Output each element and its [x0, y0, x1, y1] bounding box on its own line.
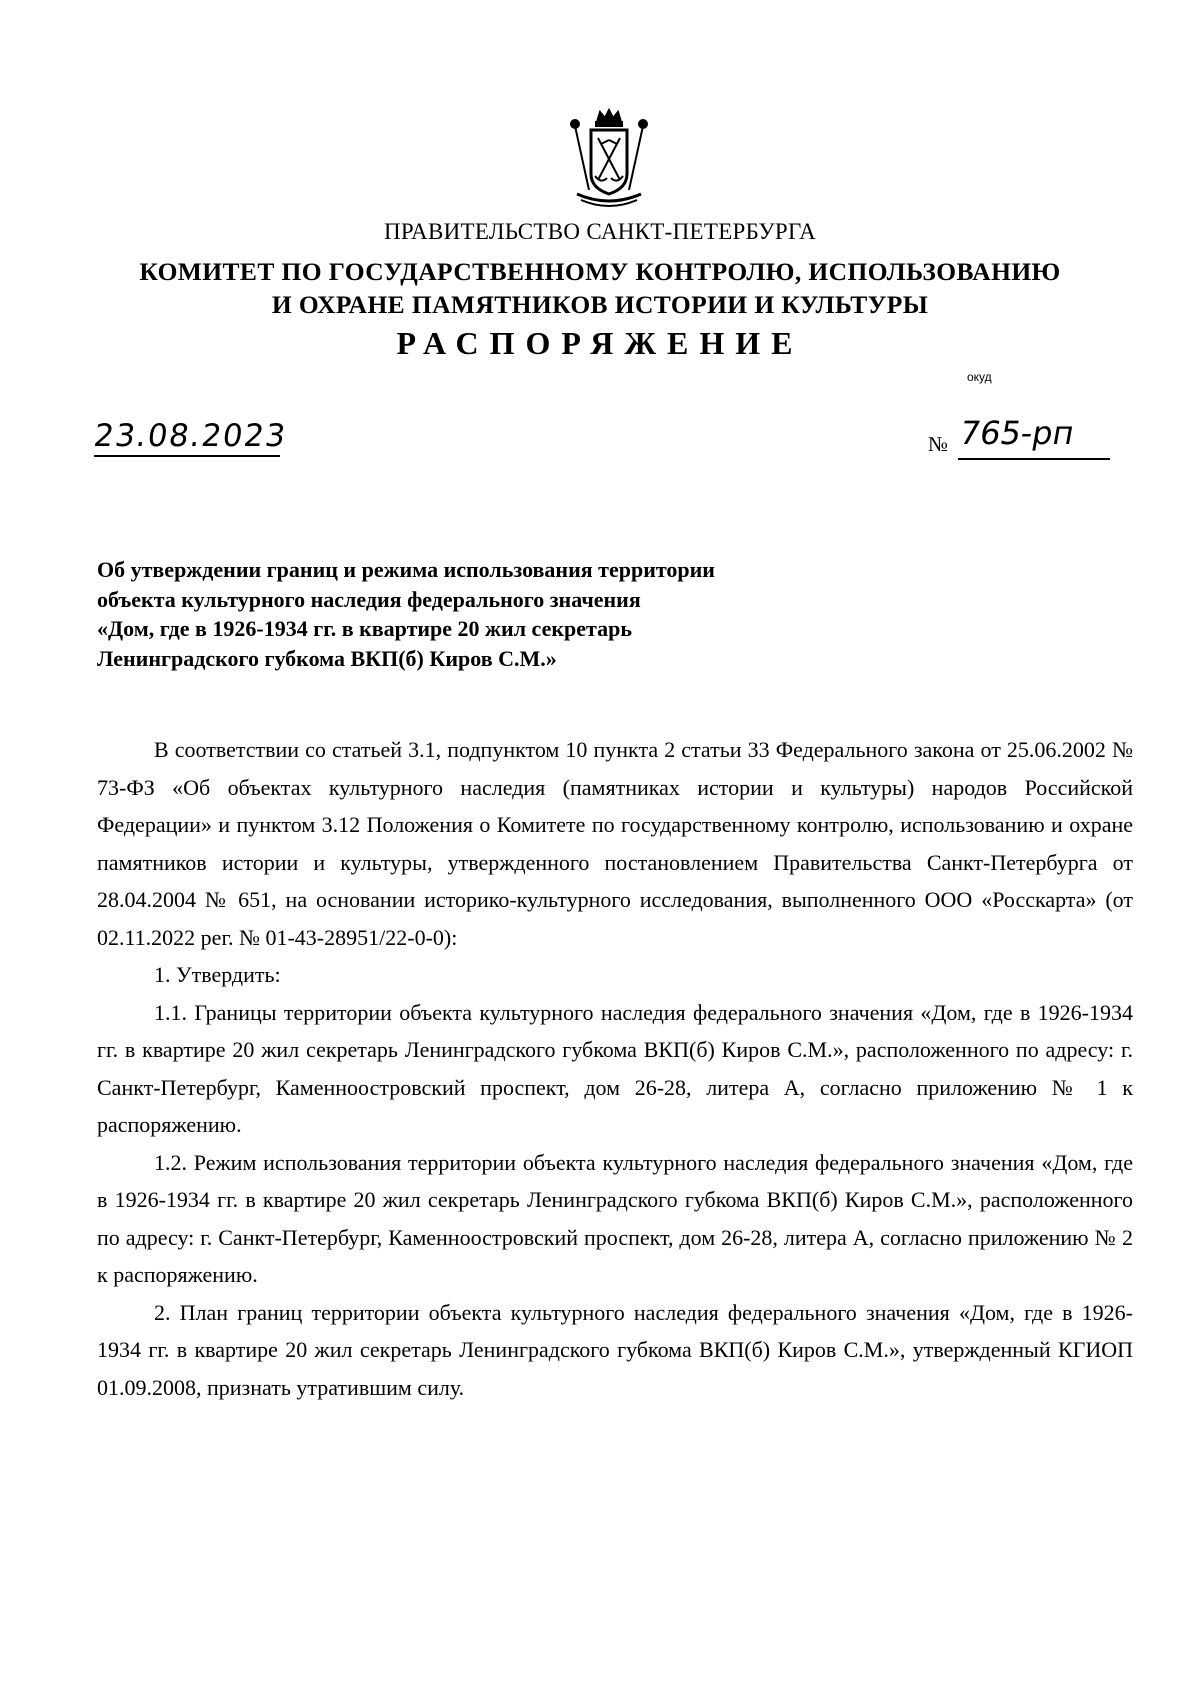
- number-underline: [958, 458, 1110, 460]
- coat-of-arms-icon: [567, 108, 651, 208]
- document-date: 23.08.2023: [91, 418, 290, 454]
- preamble-paragraph: В соответствии со статьей 3.1, подпунктом 10 пункта 2 статьи 33 Федерального закона от 25.06.2002 № 73-ФЗ «Об объектах культурного наследия (памятниках истории и культуры) народов Российской Федерации» и пунктом 3.12 Положения о Комитете по государственному контролю, использованию и охране памятников истории и культуры, утвержденного постановлением Правительства Санкт-Петербурга от 28.04.2004 № 651, на основании историко-культурного исследования, выполненного ООО «Росскарта» (от 02.11.2022 рег. № 01-43-28951/22-0-0):: [97, 737, 1133, 950]
- document-subject: [97, 555, 837, 673]
- item-1-2: 1.2. Режим использования территории объекта культурного наследия федерального значения «Дом, где в 1926-1934 гг. в квартире 20 жил секретарь Ленинградского губкома ВКП(б) Киров С.М.», расположенного по адресу: г. Санкт-Петербург, Каменноостровский проспект, дом 26-28, литера А, согласно приложению № 2 к распоряжению.: [97, 1149, 1133, 1287]
- government-title: ПРАВИТЕЛЬСТВО САНКТ-ПЕТЕРБУРГА: [383, 219, 817, 244]
- subject-line: «Дом, где в 1926-1934 гг. в квартире 20 жил секретарь: [97, 616, 632, 641]
- committee-title-line1: КОМИТЕТ ПО ГОСУДАРСТВЕННОМУ КОНТРОЛЮ, ИСПОЛЬЗОВАНИЮ: [139, 257, 1061, 286]
- subject-line: Об утверждении границ и режима использования территории: [97, 557, 715, 582]
- item-2: 2. План границ территории объекта культурного наследия федерального значения «Дом, где в 1926-1934 гг. в квартире 20 жил секретарь Ленинградского губкома ВКП(б) Киров С.М.», утвержденный КГИОП 01.09.2008, признать утратившим силу.: [97, 1299, 1133, 1400]
- document-number: 765-рп: [956, 414, 1078, 452]
- committee-title-line2: И ОХРАНЕ ПАМЯТНИКОВ ИСТОРИИ И КУЛЬТУРЫ: [271, 290, 929, 319]
- subject-line: Ленинградского губкома ВКП(б) Киров С.М.»: [97, 645, 557, 671]
- document-type: РАСПОРЯЖЕНИЕ: [396, 325, 804, 361]
- number-sign: №: [928, 432, 949, 456]
- item-1: 1. Утвердить:: [154, 962, 281, 987]
- subject-line: объекта культурного наследия федерального значения: [97, 586, 641, 612]
- document-body: [97, 731, 1133, 1406]
- okud-label: окуд: [967, 370, 992, 384]
- date-underline: [94, 455, 280, 457]
- item-1-1: 1.1. Границы территории объекта культурного наследия федерального значения «Дом, где в 1926-1934 гг. в квартире 20 жил секретарь Ленинградского губкома ВКП(б) Киров С.М.», расположенного по адресу: г. Санкт-Петербург, Каменноостровский проспект, дом 26-28, литера А, согласно приложению № 1 к распоряжению.: [97, 999, 1133, 1137]
- committee-title: [0, 255, 1200, 321]
